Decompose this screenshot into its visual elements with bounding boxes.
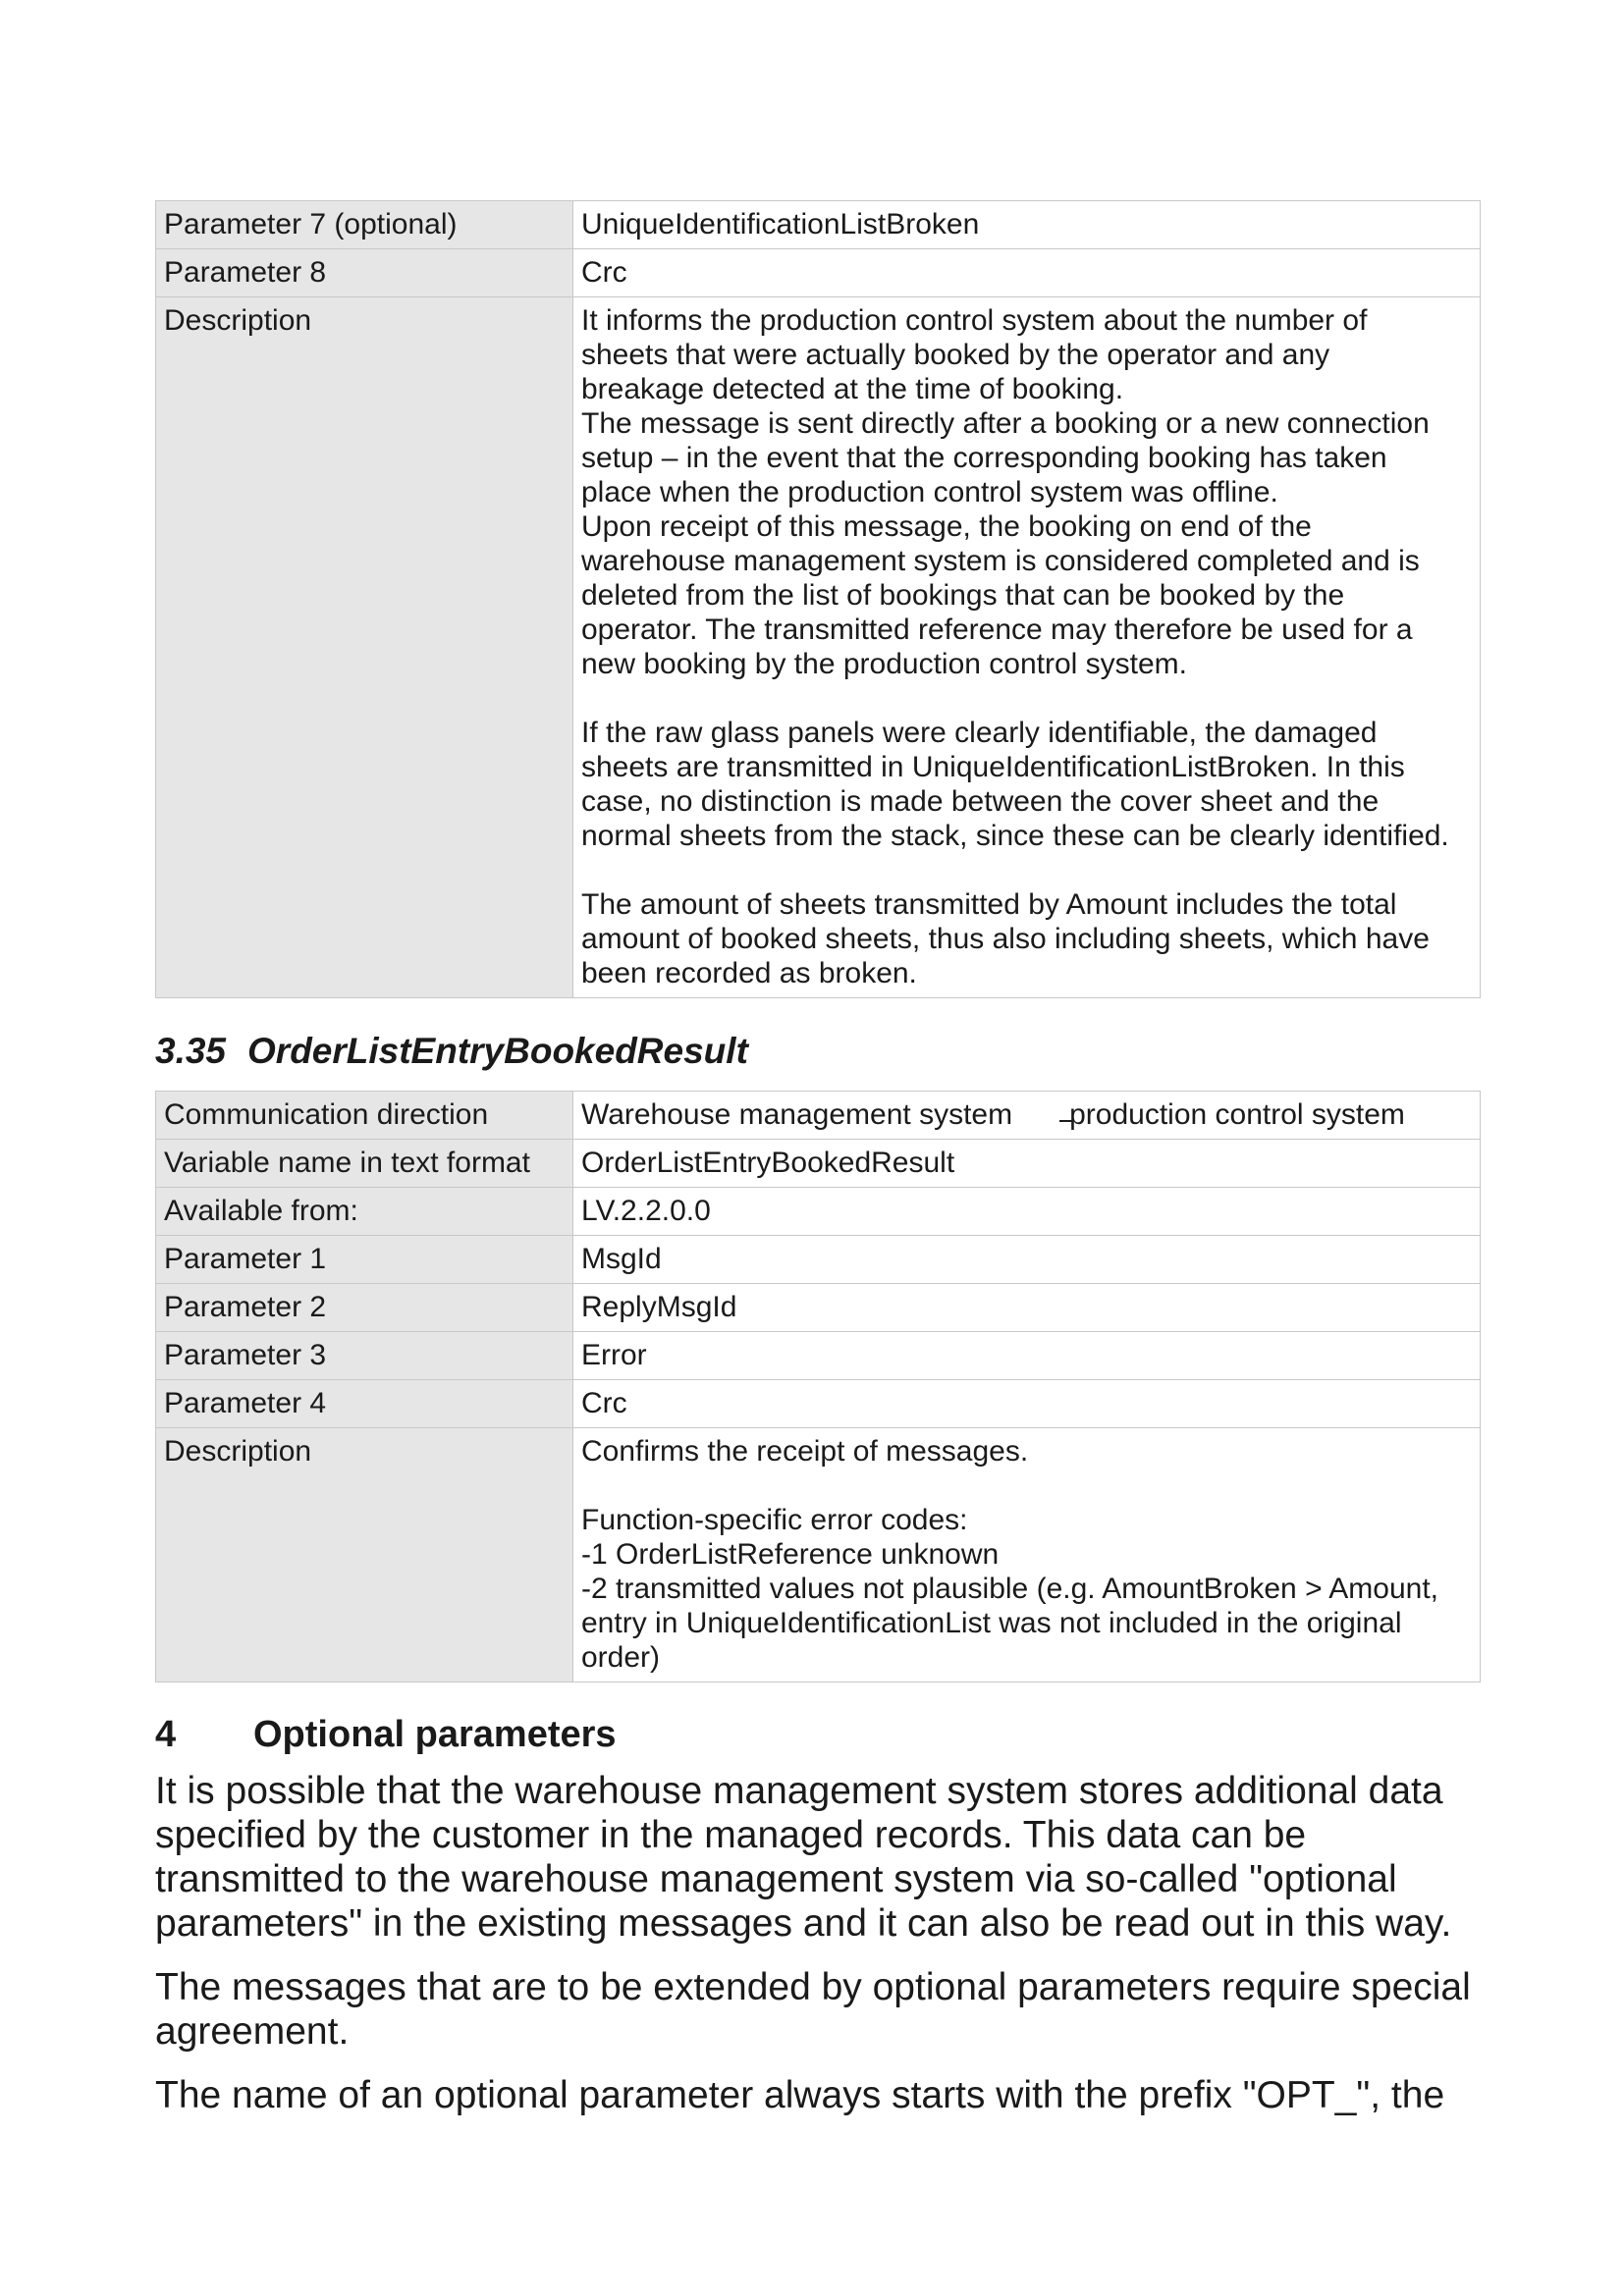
body-paragraph [155, 2073, 1481, 2117]
table-row [156, 1380, 1481, 1428]
param-value-direction [573, 1092, 1481, 1140]
paragraph-line: parameters" in the existing messages and it can also be read out in this way. [155, 1902, 1452, 1945]
param-value: Crc [573, 1380, 1481, 1428]
description-line: The message is sent directly after a booking or a new connection [581, 407, 1430, 440]
description-line: sheets are transmitted in UniqueIdentificationListBroken. In this [581, 751, 1405, 783]
section-heading-3-35 [155, 1030, 1481, 1073]
param-key: Available from: [156, 1188, 573, 1236]
section-number: 3.35 [155, 1031, 227, 1071]
description-value [573, 1428, 1481, 1682]
description-line: Upon receipt of this message, the booking on end of the [581, 510, 1312, 543]
table-row [156, 1188, 1481, 1236]
paragraph-line: The messages that are to be extended by optional parameters require special [155, 1966, 1471, 2008]
description-line: case, no distinction is made between the cover sheet and the [581, 785, 1380, 818]
paragraph-gap [581, 681, 1472, 716]
description-line: -2 transmitted values not plausible (e.g. AmountBroken > Amount, [581, 1573, 1438, 1605]
description-line: new booking by the production control system. [581, 648, 1188, 680]
direction-from: Warehouse management system [581, 1098, 1013, 1131]
description-key: Description [156, 1428, 573, 1682]
document-page [155, 200, 1481, 2137]
section-heading-4 [155, 1712, 1481, 1757]
param-key: Communication direction [156, 1092, 573, 1140]
section-number: 4 [155, 1714, 177, 1755]
paragraph-gap [581, 1468, 1472, 1503]
param-key: Parameter 7 (optional) [156, 201, 573, 249]
description-line: entry in UniqueIdentificationList was not included in the original [581, 1607, 1402, 1639]
description-line: -1 OrderListReference unknown [581, 1538, 1000, 1571]
paragraph-line: transmitted to the warehouse management system via so-called "optional [155, 1858, 1397, 1900]
table-row-direction [156, 1092, 1481, 1140]
body-paragraph [155, 1965, 1481, 2054]
table-row [156, 1140, 1481, 1188]
table-row-description [156, 1428, 1481, 1682]
paragraph-line: It is possible that the warehouse management system stores additional data [155, 1770, 1443, 1812]
description-line: The amount of sheets transmitted by Amount includes the total [581, 888, 1397, 921]
table-row [156, 1236, 1481, 1284]
description-value [573, 297, 1481, 998]
param-key: Parameter 2 [156, 1284, 573, 1332]
paragraph-line: agreement. [155, 2010, 350, 2053]
direction-to: production control system [1069, 1098, 1405, 1131]
table-row [156, 1332, 1481, 1380]
paragraph-gap [581, 853, 1472, 887]
table-row-description [156, 297, 1481, 998]
table-row [156, 201, 1481, 249]
param-key: Parameter 1 [156, 1236, 573, 1284]
description-line: operator. The transmitted reference may therefore be used for a [581, 614, 1413, 646]
param-value: MsgId [573, 1236, 1481, 1284]
param-value: LV.2.2.0.0 [573, 1188, 1481, 1236]
description-line: It informs the production control system about the number of [581, 304, 1368, 337]
description-line: setup – in the event that the corresponding booking has taken [581, 442, 1387, 474]
table-row [156, 249, 1481, 297]
description-line: Function-specific error codes: [581, 1504, 968, 1536]
param-key: Parameter 8 [156, 249, 573, 297]
description-line: Confirms the receipt of messages. [581, 1435, 1029, 1468]
param-value: OrderListEntryBookedResult [573, 1140, 1481, 1188]
section-title: OrderListEntryBookedResult [247, 1031, 748, 1071]
param-value: Error [573, 1332, 1481, 1380]
body-paragraph [155, 1769, 1481, 1946]
parameter-table-3-35 [155, 1091, 1481, 1682]
description-line: been recorded as broken. [581, 957, 917, 989]
param-value: Crc [573, 249, 1481, 297]
description-line: warehouse management system is considered completed and is [581, 545, 1420, 577]
description-line: deleted from the list of bookings that can be booked by the [581, 579, 1345, 612]
parameter-table-continued [155, 200, 1481, 998]
param-key: Variable name in text format [156, 1140, 573, 1188]
section-title: Optional parameters [253, 1714, 617, 1755]
description-line: order) [581, 1641, 661, 1674]
param-key: Parameter 4 [156, 1380, 573, 1428]
description-line: place when the production control system was offline. [581, 476, 1278, 508]
paragraph-line: The name of an optional parameter always starts with the prefix "OPT_", the [155, 2074, 1445, 2116]
description-line: amount of booked sheets, thus also including sheets, which have [581, 923, 1430, 955]
param-key: Parameter 3 [156, 1332, 573, 1380]
description-key: Description [156, 297, 573, 998]
param-value: ReplyMsgId [573, 1284, 1481, 1332]
description-line: breakage detected at the time of booking. [581, 373, 1124, 405]
paragraph-line: specified by the customer in the managed records. This data can be [155, 1814, 1307, 1856]
param-value: UniqueIdentificationListBroken [573, 201, 1481, 249]
table-row [156, 1284, 1481, 1332]
description-line: sheets that were actually booked by the operator and any [581, 339, 1330, 371]
description-line: If the raw glass panels were clearly identifiable, the damaged [581, 717, 1378, 749]
description-line: normal sheets from the stack, since these can be clearly identified. [581, 820, 1449, 852]
